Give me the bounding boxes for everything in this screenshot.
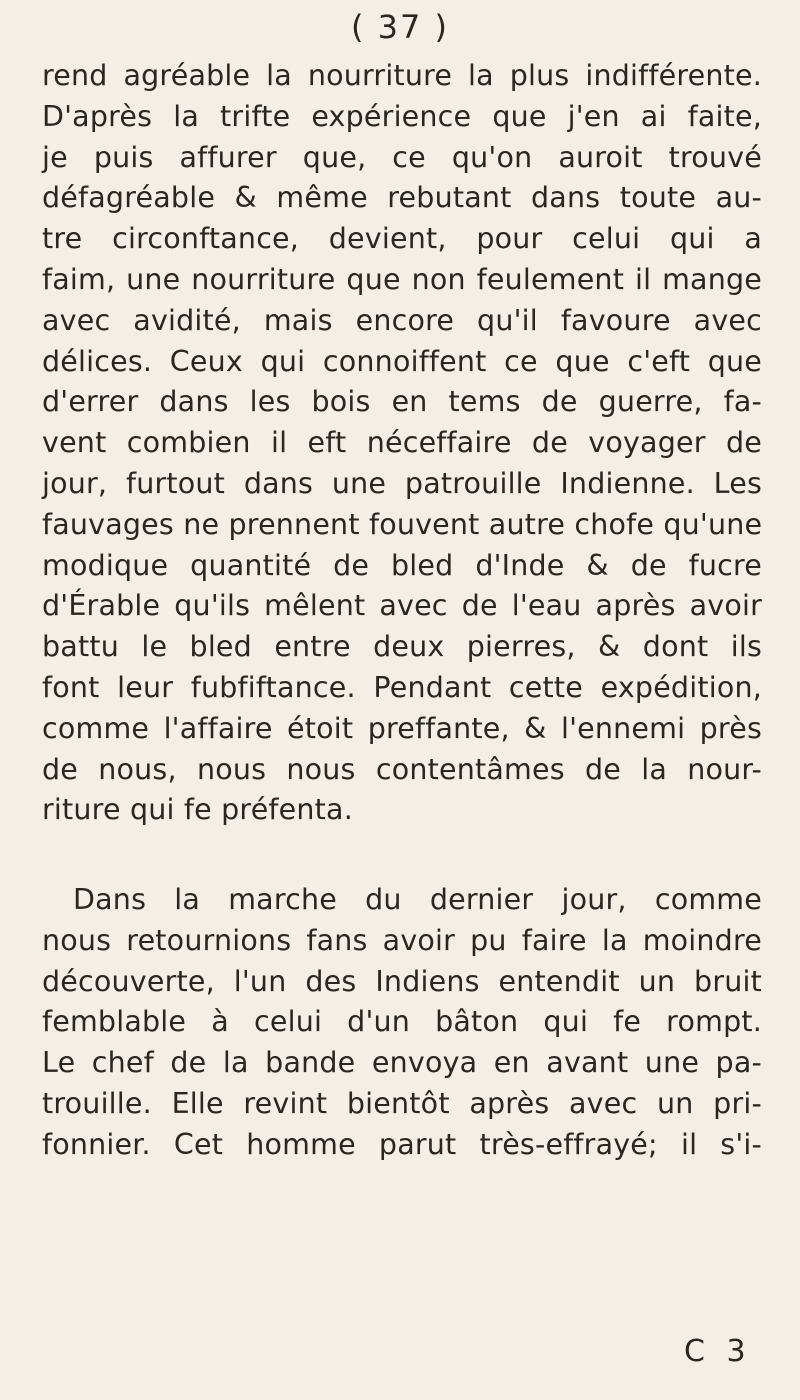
text-line: nous retournions fans avoir pu faire la moindre bbox=[42, 923, 762, 957]
text-line: D'après la trifte expérience que j'en ai faite, bbox=[42, 99, 762, 133]
text-line: délices. Ceux qui connoiffent ce que c'eft que bbox=[42, 344, 762, 378]
text-line: d'Érable qu'ils mêlent avec de l'eau après avoir bbox=[42, 589, 762, 623]
text-line: faim, une nourriture que non feulement il mange bbox=[42, 262, 762, 296]
text-line: tre circonftance, devient, pour celui qui a bbox=[42, 222, 762, 256]
text-line: rend agréable la nourriture la plus indifférente. bbox=[42, 59, 762, 92]
text-line: comme l'affaire étoit preffante, & l'ennemi près bbox=[42, 711, 762, 745]
text-line: battu le bled entre deux pierres, & dont ils bbox=[42, 630, 762, 664]
text-line: font leur fubfiftance. Pendant cette expédition, bbox=[42, 670, 762, 704]
text-line: d'errer dans les bois en tems de guerre, fa- bbox=[42, 385, 762, 419]
page-number: ( 37 ) bbox=[350, 8, 450, 46]
text-line: riture qui fe préfenta. bbox=[42, 793, 353, 827]
text-line: défagréable & même rebutant dans toute au- bbox=[42, 181, 762, 215]
paragraph-1 bbox=[42, 56, 762, 831]
text-line: femblable à celui d'un bâton qui fe rompt. bbox=[42, 1005, 762, 1039]
text-line: je puis affurer que, ce qu'on auroit trouvé bbox=[42, 140, 762, 174]
text-line: de nous, nous nous contentâmes de la nour- bbox=[42, 752, 762, 786]
text-line: fauvages ne prennent fouvent autre chofe qu'une bbox=[42, 507, 763, 541]
text-line: avec avidité, mais encore qu'il favoure avec bbox=[42, 303, 762, 337]
text-line: Le chef de la bande envoya en avant une pa- bbox=[42, 1046, 762, 1080]
text-line: vent combien il eft néceffaire de voyager de bbox=[42, 426, 762, 460]
text-line: modique quantité de bled d'Inde & de fucre bbox=[42, 548, 762, 582]
text-line: jour, furtout dans une patrouille Indienne. Les bbox=[42, 466, 762, 500]
text-line: fonnier. Cet homme parut très-effrayé; il s'i- bbox=[42, 1127, 762, 1161]
paragraph-2 bbox=[42, 880, 762, 1166]
text-line: trouille. Elle revint bientôt après avec un pri- bbox=[42, 1086, 762, 1120]
text-line: découverte, l'un des Indiens entendit un bruit bbox=[42, 964, 762, 998]
text-line: Dans la marche du dernier jour, comme bbox=[73, 883, 762, 916]
signature-mark: C 3 bbox=[684, 1334, 752, 1369]
